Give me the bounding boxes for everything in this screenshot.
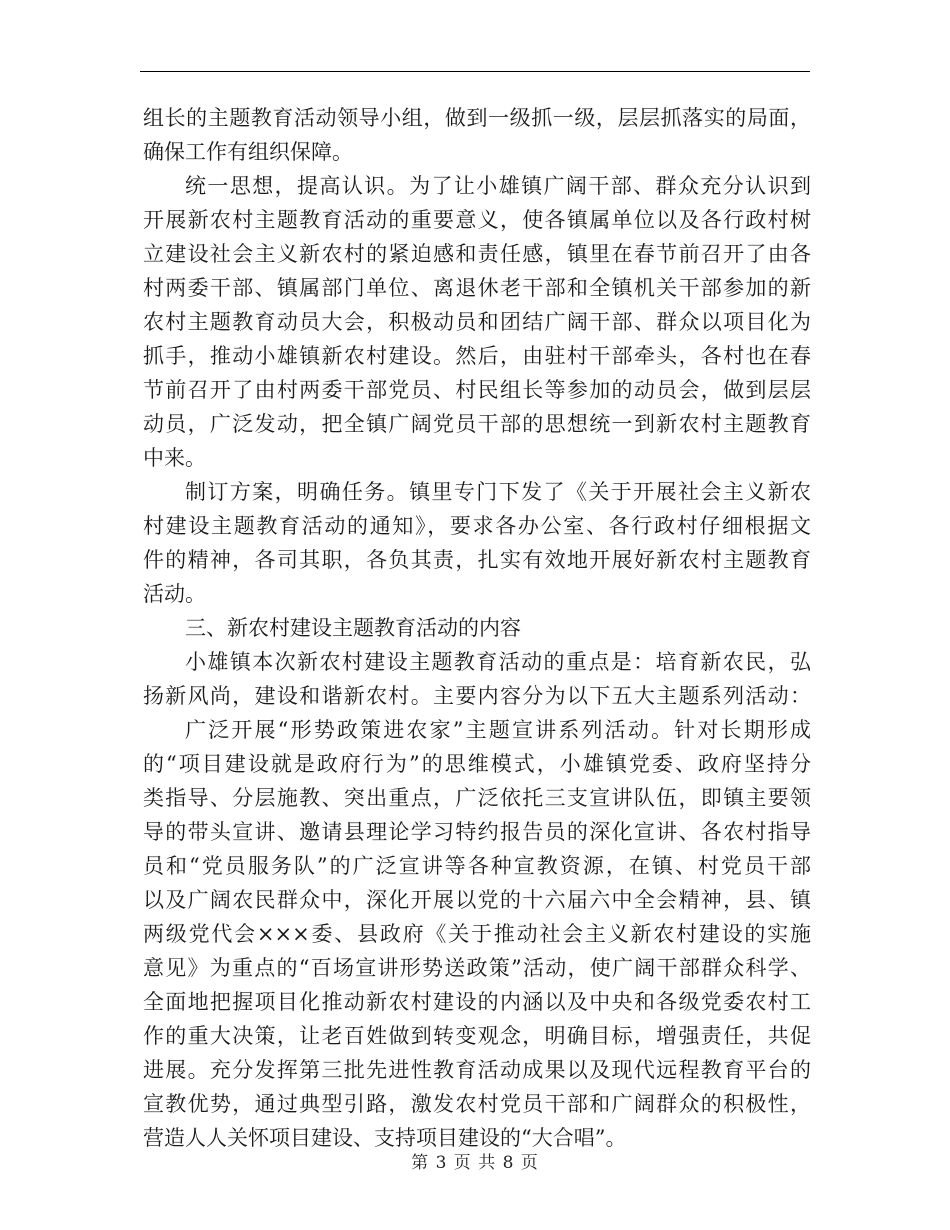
text-line: 宣教优势，通过典型引路，激发农村党员干部和广阔群众的积极性， xyxy=(143,1092,811,1116)
text-line: 广泛开展“形势政策进农家”主题宣讲系列活动。针对长期形成 xyxy=(185,718,811,742)
text-line: 确保工作有组织保障。 xyxy=(143,140,353,164)
text-line: 员和“党员服务队”的广泛宣讲等各种宣教资源，在镇、村党员干部 xyxy=(143,854,811,878)
text-line: 两级党代会×××委、县政府《关于推动社会主义新农村建设的实施 xyxy=(143,922,811,946)
text-line: 组长的主题教育活动领导小组，做到一级抓一级，层层抓落实的局面， xyxy=(143,106,811,130)
text-line: 节前召开了由村两委干部党员、村民组长等参加的动员会，做到层层 xyxy=(143,378,811,402)
text-line: 活动。 xyxy=(143,582,206,606)
text-line: 动员，广泛发动，把全镇广阔党员干部的思想统一到新农村主题教育 xyxy=(143,412,811,436)
text-line: 作的重大决策，让老百姓做到转变观念，明确目标，增强责任，共促 xyxy=(143,1024,811,1048)
text-line: 统一思想，提高认识。为了让小雄镇广阔干部、群众充分认识到 xyxy=(185,174,811,198)
text-line: 立建设社会主义新农村的紧迫感和责任感，镇里在春节前召开了由各 xyxy=(143,242,811,266)
text-line: 意见》为重点的“百场宣讲形势送政策”活动，使广阔干部群众科学、 xyxy=(143,956,811,980)
header-rule xyxy=(140,71,810,72)
text-line: 导的带头宣讲、邀请县理论学习特约报告员的深化宣讲、各农村指导 xyxy=(143,820,811,844)
text-line: 件的精神，各司其职，各负其责，扎实有效地开展好新农村主题教育 xyxy=(143,548,811,572)
text-line: 三、新农村建设主题教育活动的内容 xyxy=(185,616,521,640)
page-footer: 第 3 页 共 8 页 xyxy=(411,1153,539,1173)
text-line: 农村主题教育动员大会，积极动员和团结广阔干部、群众以项目化为 xyxy=(143,310,811,334)
text-line: 进展。充分发挥第三批先进性教育活动成果以及现代远程教育平台的 xyxy=(143,1058,811,1082)
text-line: 的“项目建设就是政府行为”的思维模式，小雄镇党委、政府坚持分 xyxy=(143,752,811,776)
text-line: 开展新农村主题教育活动的重要意义，使各镇属单位以及各行政村树 xyxy=(143,208,811,232)
text-line: 以及广阔农民群众中，深化开展以党的十六届六中全会精神，县、镇 xyxy=(143,888,811,912)
text-line: 抓手，推动小雄镇新农村建设。然后，由驻村干部牵头，各村也在春 xyxy=(143,344,811,368)
text-line: 村两委干部、镇属部门单位、离退休老干部和全镇机关干部参加的新 xyxy=(143,276,811,300)
text-line: 小雄镇本次新农村建设主题教育活动的重点是：培育新农民，弘 xyxy=(185,650,811,674)
text-line: 村建设主题教育活动的通知》，要求各办公室、各行政村仔细根据文 xyxy=(143,514,811,538)
document-body xyxy=(143,101,811,1155)
text-line: 扬新风尚，建设和谐新农村。主要内容分为以下五大主题系列活动： xyxy=(143,684,811,708)
text-line: 中来。 xyxy=(143,446,206,470)
text-line: 类指导、分层施教、突出重点，广泛依托三支宣讲队伍，即镇主要领 xyxy=(143,786,811,810)
text-line: 制订方案，明确任务。镇里专门下发了《关于开展社会主义新农 xyxy=(185,480,811,504)
text-line: 全面地把握项目化推动新农村建设的内涵以及中央和各级党委农村工 xyxy=(143,990,811,1014)
text-line: 营造人人关怀项目建设、支持项目建设的“大合唱”。 xyxy=(143,1126,627,1150)
